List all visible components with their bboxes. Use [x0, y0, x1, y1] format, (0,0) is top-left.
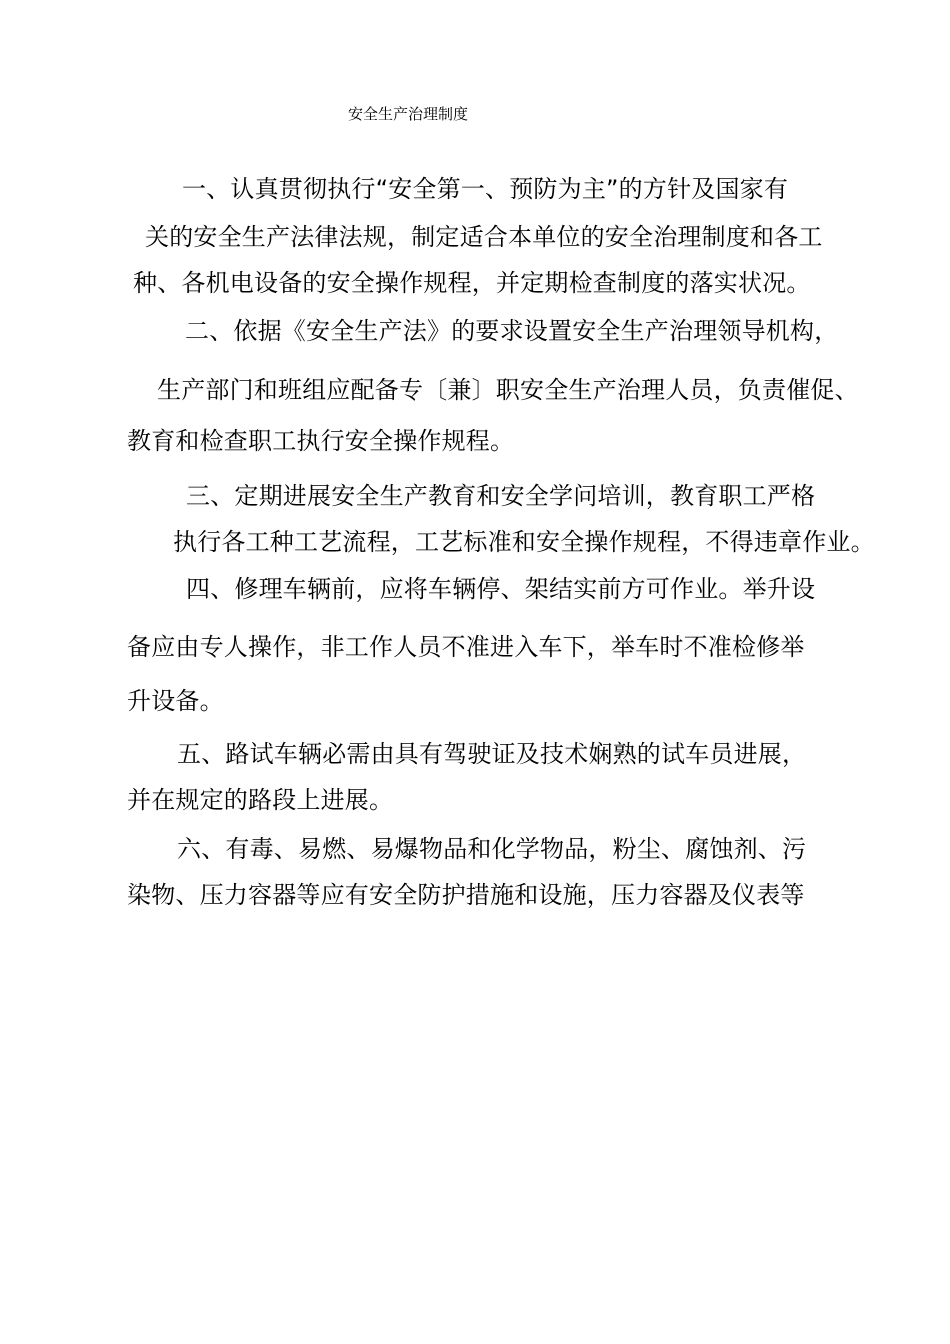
document-title: 安全生产治理制度 — [348, 105, 469, 123]
paragraph-1-line-2: 关的安全生产法律法规，制定适合本单位的安全治理制度和各工 — [145, 223, 823, 251]
paragraph-2-line-1: 二、依据《安全生产法》的要求设置安全生产治理领导机构， — [185, 317, 839, 345]
paragraph-6-line-2: 染物、压力容器等应有安全防护措施和设施，压力容器及仪表等 — [127, 881, 805, 909]
paragraph-5-line-2: 并在规定的路段上进展。 — [127, 786, 394, 814]
paragraph-4-line-2: 备应由专人操作，非工作人员不准进入车下，举车时不准检修举 — [127, 633, 805, 661]
paragraph-4-line-3: 升设备。 — [127, 687, 224, 715]
paragraph-4-line-1: 四、修理车辆前，应将车辆停、架结实前方可作业。举升设 — [186, 575, 816, 603]
paragraph-5-line-1: 五、路试车辆必需由具有驾驶证及技术娴熟的试车员进展， — [177, 740, 807, 768]
paragraph-3-line-1: 三、定期进展安全生产教育和安全学问培训，教育职工严格 — [186, 482, 816, 510]
paragraph-6-line-1: 六、有毒、易燃、易爆物品和化学物品，粉尘、腐蚀剂、污 — [177, 835, 807, 863]
paragraph-1-line-1: 一、认真贯彻执行“安全第一、预防为主”的方针及国家有 — [182, 175, 789, 203]
paragraph-2-line-2: 生产部门和班组应配备专〔兼〕职安全生产治理人员，负责催促、 — [157, 376, 859, 404]
paragraph-2-line-3: 教育和检查职工执行安全操作规程。 — [127, 427, 515, 455]
paragraph-3-line-2: 执行各工种工艺流程，工艺标准和安全操作规程，不得违章作业。 — [173, 528, 875, 556]
paragraph-1-line-3: 种、各机电设备的安全操作规程，并定期检查制度的落实状况。 — [133, 269, 811, 297]
